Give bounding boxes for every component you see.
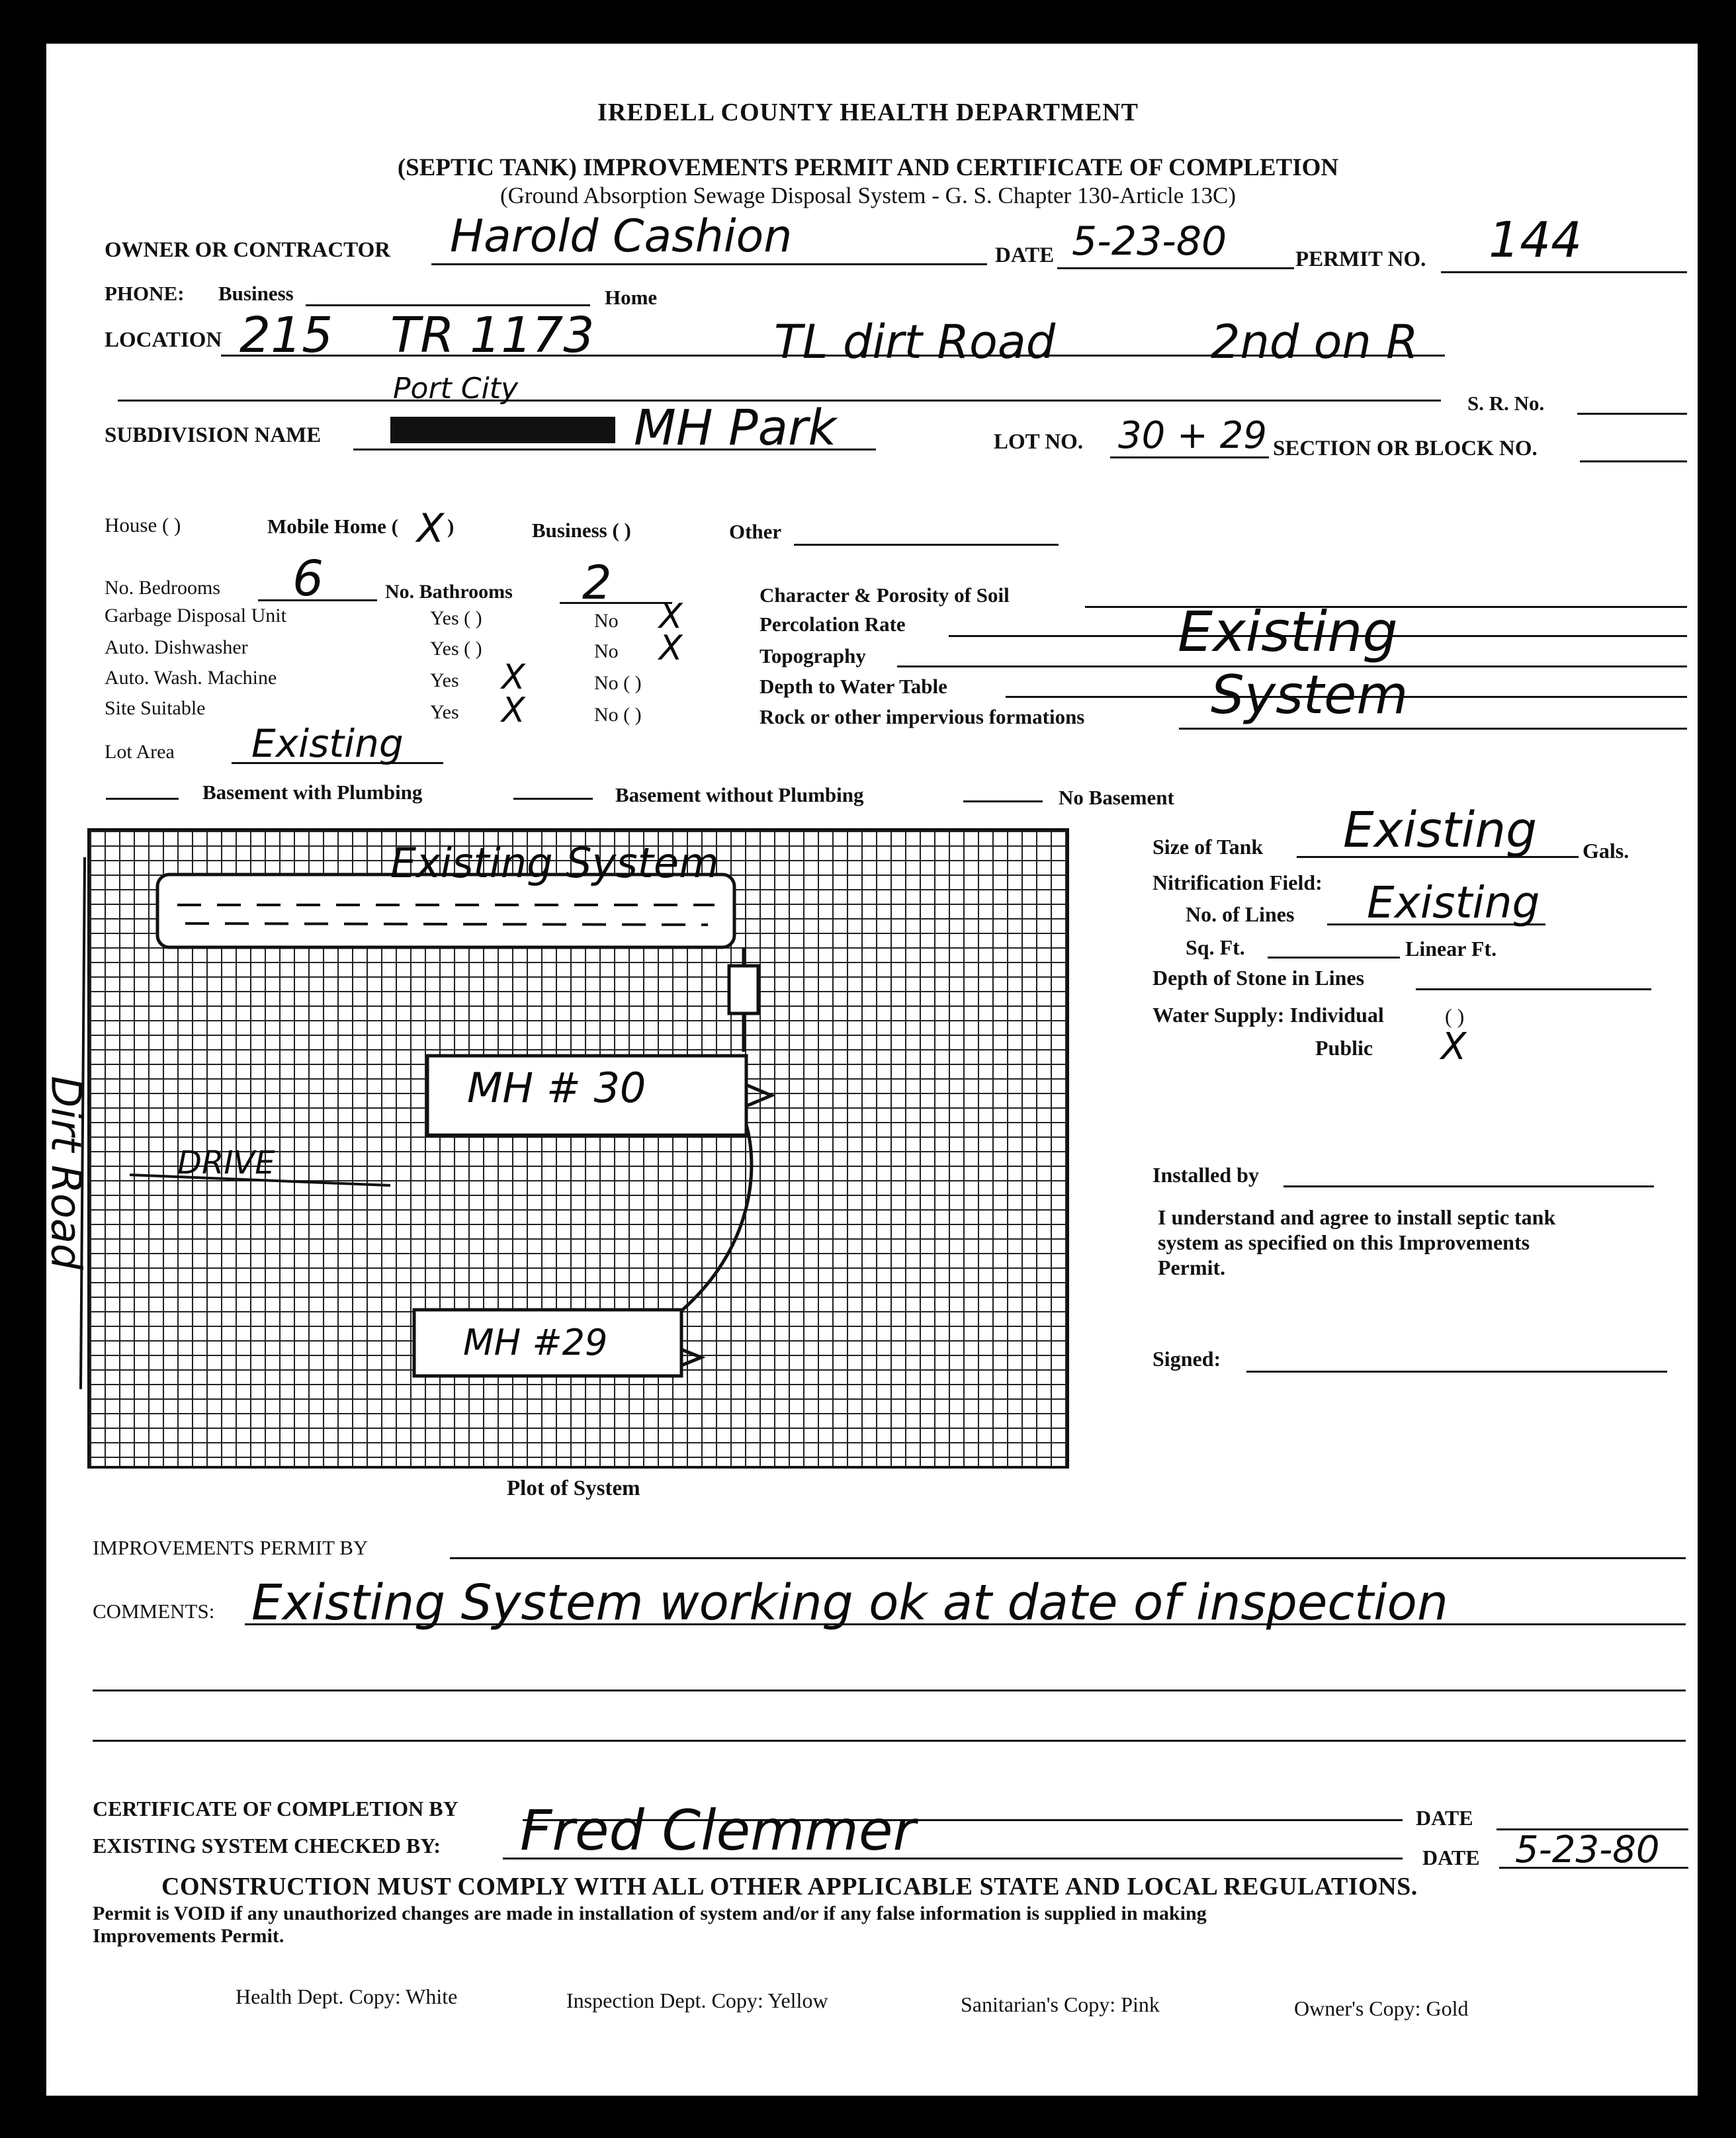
installed-by-line [1283, 1185, 1654, 1187]
sqft-label: Sq. Ft. [1186, 935, 1245, 959]
agreement-line-2: system as specified on this Improvements [1158, 1230, 1530, 1254]
location-value-2: TR 1173 [390, 307, 595, 364]
certificate-date-label: DATE [1416, 1806, 1473, 1830]
location-value-1: 215 [239, 307, 333, 364]
lot-no-value: 30 + 29 [1118, 414, 1268, 457]
phone-business-label: Business [218, 282, 294, 305]
dishwasher-mark: X [659, 628, 683, 668]
tank-box [729, 966, 758, 1013]
mobile-home-option[interactable]: Mobile Home ( [267, 515, 399, 538]
bedrooms-value: 6 [292, 550, 324, 607]
sqft-line [1268, 957, 1400, 959]
bathrooms-label: No. Bathrooms [385, 581, 513, 603]
location-value-3: TL dirt Road [774, 315, 1056, 369]
owner-copy: Owner's Copy: Gold [1294, 1996, 1469, 2020]
mh30-arrow [746, 1085, 771, 1106]
no-basement: No Basement [1059, 786, 1174, 809]
public-mark[interactable]: X [1441, 1025, 1467, 1068]
garbage-disposal-mark: X [659, 597, 683, 636]
department-heading: IREDELL COUNTY HEALTH DEPARTMENT [597, 99, 1139, 126]
garbage-disposal-label: Garbage Disposal Unit [105, 605, 286, 626]
plot-existing-system: Existing System [390, 839, 719, 887]
percolation-label: Percolation Rate [760, 613, 906, 636]
owner-label: OWNER OR CONTRACTOR [105, 238, 391, 262]
mobile-home-mark: X [417, 505, 445, 552]
other-option: Other [729, 520, 782, 543]
public-label: Public [1315, 1036, 1373, 1060]
stone-depth-label: Depth of Stone in Lines [1152, 966, 1365, 990]
comments-label: COMMENTS: [93, 1600, 215, 1623]
wash-machine-mark: X [501, 658, 525, 697]
health-copy: Health Dept. Copy: White [236, 1985, 458, 2008]
soil-handwritten-2: System [1211, 664, 1409, 726]
existing-signature: Fred Clemmer [520, 1798, 916, 1863]
wash-machine-label: Auto. Wash. Machine [105, 667, 277, 689]
phone-home-label: Home [605, 286, 658, 309]
permit-by-line [450, 1557, 1686, 1559]
plot-mh29: MH #29 [463, 1322, 608, 1363]
nitrification-label: Nitrification Field: [1152, 871, 1323, 894]
garbage-disposal-yes[interactable]: Yes ( ) [430, 607, 482, 629]
site-suitable-yes[interactable]: Yes [430, 701, 459, 723]
existing-date-value: 5-23-80 [1515, 1828, 1660, 1871]
date-label: DATE [995, 243, 1055, 267]
existing-date-label: DATE [1422, 1846, 1480, 1869]
owner-value: Harold Cashion [450, 210, 793, 263]
garbage-disposal-no[interactable]: No [594, 610, 619, 632]
comments-line-2 [93, 1689, 1686, 1691]
individual-box[interactable]: ( ) [1445, 1004, 1465, 1028]
inspection-copy: Inspection Dept. Copy: Yellow [566, 1988, 828, 2012]
plot-dirt-road: Dirt Road [42, 1076, 91, 1270]
tank-gals: Gals. [1583, 839, 1629, 863]
installed-by-label: Installed by [1152, 1163, 1259, 1187]
wash-machine-no[interactable]: No ( ) [594, 672, 642, 694]
lot-no-label: LOT NO. [994, 430, 1084, 454]
soil-handwritten-1: Existing [1178, 599, 1398, 664]
rock-label: Rock or other impervious formations [760, 705, 1085, 728]
subdivision-above-value: Port City [393, 372, 519, 406]
plot-caption: Plot of System [507, 1476, 640, 1500]
soil-character-label: Character & Porosity of Soil [760, 583, 1010, 607]
signed-label: Signed: [1152, 1347, 1221, 1371]
permit-no-value: 144 [1489, 212, 1583, 269]
sr-no-label: S. R. No. [1467, 392, 1545, 415]
subdivision-label: SUBDIVISION NAME [105, 423, 322, 447]
lines-label: No. of Lines [1186, 902, 1295, 926]
basement-without-plumbing: Basement without Plumbing [615, 783, 864, 806]
signed-line [1246, 1371, 1667, 1373]
sanitarian-copy: Sanitarian's Copy: Pink [961, 1992, 1160, 2016]
certificate-label: CERTIFICATE OF COMPLETION BY [93, 1797, 458, 1820]
house-option[interactable]: House ( ) [105, 513, 181, 536]
plot-drive: DRIVE [177, 1144, 275, 1181]
subdivision-value: MH Park [634, 400, 837, 456]
tank-size-label: Size of Tank [1152, 835, 1264, 859]
form-title: (SEPTIC TANK) IMPROVEMENTS PERMIT AND CERTIFICATE OF COMPLETION [397, 154, 1339, 181]
date-value: 5-23-80 [1072, 218, 1227, 265]
site-suitable-no[interactable]: No ( ) [594, 704, 642, 726]
dishwasher-no[interactable]: No [594, 640, 619, 662]
lines-value: Existing [1367, 877, 1540, 928]
tank-size-value: Existing [1343, 802, 1538, 859]
site-suitable-mark: X [501, 691, 525, 730]
agreement-line-1: I understand and agree to install septic tank [1158, 1205, 1556, 1229]
agreement-line-3: Permit. [1158, 1256, 1226, 1279]
location-label: LOCATION [105, 328, 222, 352]
form-subtitle: (Ground Absorption Sewage Disposal System - G. S. Chapter 130-Article 13C) [499, 183, 1237, 208]
phone-label: PHONE: [105, 282, 185, 305]
lot-area-value: Existing [251, 721, 404, 766]
void-notice-1: Permit is VOID if any unauthorized changes are made in installation of system and/or if any false information is supplied in making [93, 1903, 1207, 1924]
construction-notice: CONSTRUCTION MUST COMPLY WITH ALL OTHER APPLICABLE STATE AND LOCAL REGULATIONS. [161, 1873, 1418, 1901]
void-notice-2: Improvements Permit. [93, 1925, 284, 1947]
comments-value: Existing System working ok at date of inspection [251, 1574, 1448, 1631]
business-option[interactable]: Business ( ) [532, 519, 631, 542]
water-table-label: Depth to Water Table [760, 675, 947, 698]
mh29-arrow [681, 1349, 701, 1365]
basement-with-plumbing: Basement with Plumbing [202, 781, 423, 804]
comments-line-3 [93, 1740, 1686, 1742]
water-supply-label: Water Supply: Individual [1152, 1003, 1384, 1027]
site-suitable-label: Site Suitable [105, 697, 206, 719]
wash-machine-yes[interactable]: Yes [430, 669, 459, 691]
stone-depth-line [1416, 988, 1651, 990]
plot-mh30: MH # 30 [467, 1064, 646, 1112]
existing-checked-label: EXISTING SYSTEM CHECKED BY: [93, 1834, 441, 1858]
dishwasher-yes[interactable]: Yes ( ) [430, 638, 482, 660]
dishwasher-label: Auto. Dishwasher [105, 636, 248, 658]
linear-ft-label: Linear Ft. [1405, 937, 1497, 961]
location-value-4: 2nd on R [1211, 315, 1418, 369]
section-block-label: SECTION OR BLOCK NO. [1273, 437, 1538, 460]
topography-label: Topography [760, 644, 866, 667]
permit-by-label: IMPROVEMENTS PERMIT BY [93, 1536, 369, 1559]
mobile-home-close: ) [447, 515, 455, 538]
pipe-line [675, 1125, 752, 1316]
bathrooms-value: 2 [582, 556, 612, 610]
bedrooms-label: No. Bedrooms [105, 577, 220, 599]
lot-area-label: Lot Area [105, 741, 175, 763]
permit-no-label: PERMIT NO. [1295, 247, 1426, 271]
